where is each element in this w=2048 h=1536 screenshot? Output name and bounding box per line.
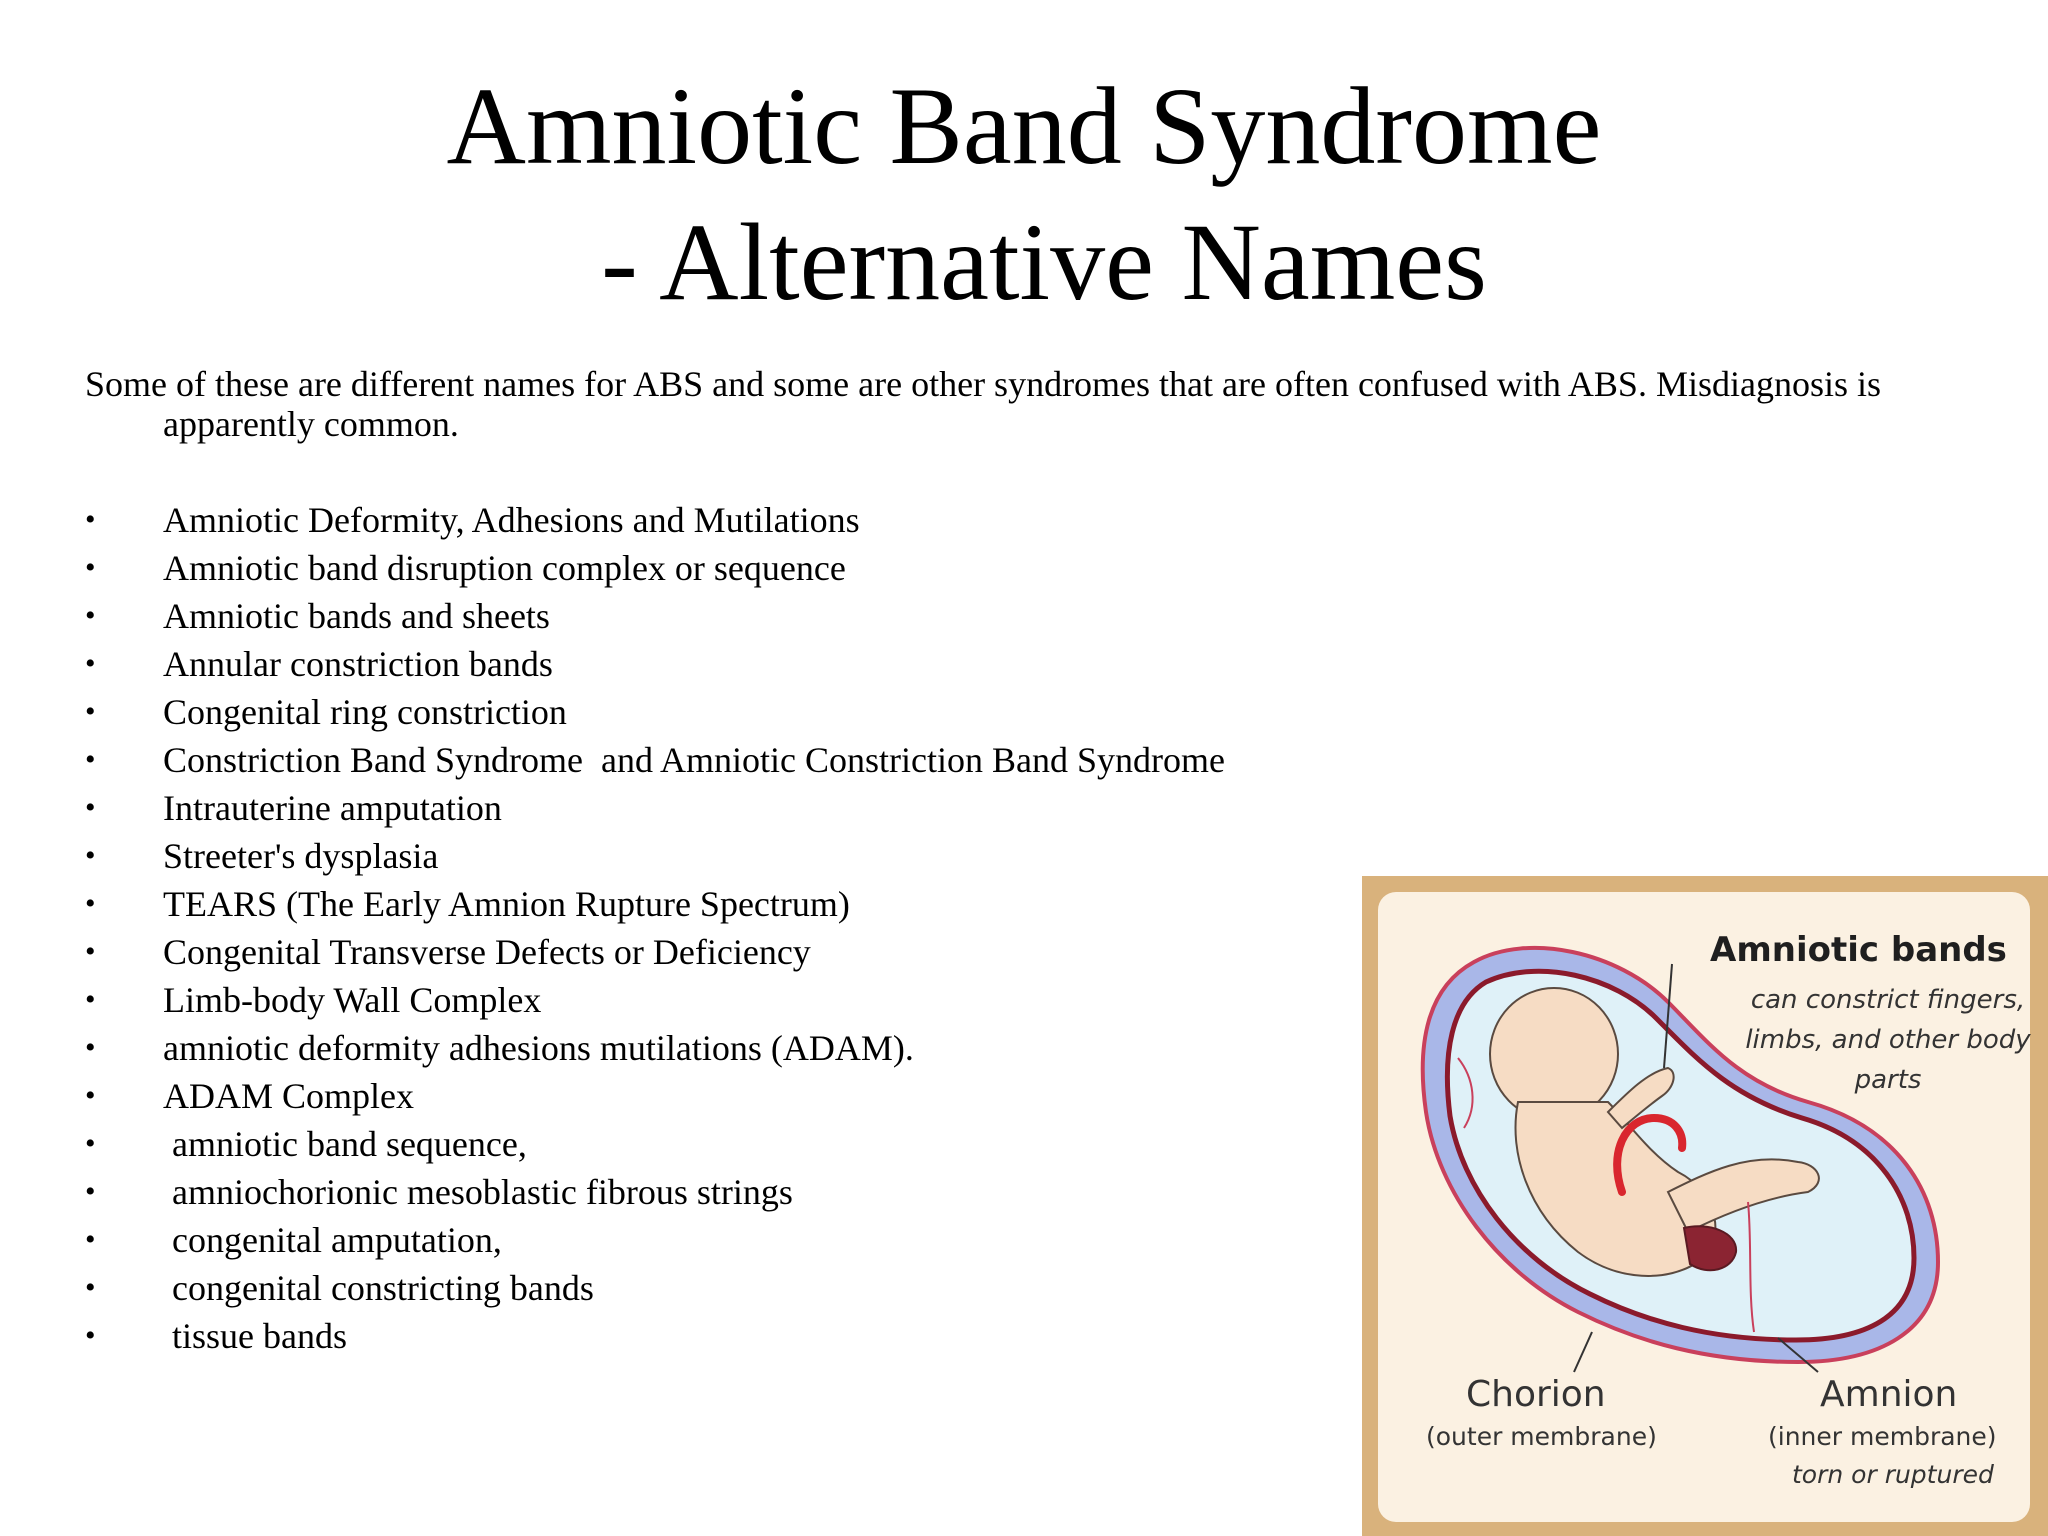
bullet-icon: • bbox=[85, 1319, 96, 1352]
list-item bbox=[85, 976, 1225, 1024]
bullet-icon: • bbox=[85, 791, 96, 824]
bullet-icon: • bbox=[85, 983, 96, 1016]
list-item bbox=[85, 880, 1225, 928]
list-item-text: Constriction Band Syndrome and Amniotic Constriction Band Syndrome bbox=[163, 740, 1225, 780]
list-item bbox=[85, 1168, 1225, 1216]
bullet-icon: • bbox=[85, 1175, 96, 1208]
list-item bbox=[85, 640, 1225, 688]
list-item bbox=[85, 1312, 1225, 1360]
bullet-icon: • bbox=[85, 1031, 96, 1064]
list-item bbox=[85, 1072, 1225, 1120]
amnion-torn-note: torn or ruptured bbox=[1792, 1460, 1994, 1489]
chorion-pointer bbox=[1574, 1332, 1592, 1372]
list-item-text: Streeter's dysplasia bbox=[163, 836, 439, 876]
illustration-panel bbox=[1378, 892, 2030, 1522]
title-line-2: - Alternative Names bbox=[601, 201, 1487, 323]
list-item-text: ADAM Complex bbox=[163, 1076, 414, 1116]
list-item bbox=[85, 1264, 1225, 1312]
list-item bbox=[85, 736, 1225, 784]
list-item-text: Limb-body Wall Complex bbox=[163, 980, 542, 1020]
amnion-label: Amnion bbox=[1820, 1374, 1958, 1415]
bullet-icon: • bbox=[85, 887, 96, 920]
list-item-text: Amniotic bands and sheets bbox=[163, 596, 550, 636]
figure-heading: Amniotic bands bbox=[1710, 930, 2007, 970]
list-item-text: Amniotic Deformity, Adhesions and Mutilations bbox=[163, 500, 860, 540]
bullet-icon: • bbox=[85, 599, 96, 632]
list-item bbox=[85, 544, 1225, 592]
bullet-icon: • bbox=[85, 551, 96, 584]
bullet-icon: • bbox=[85, 1223, 96, 1256]
list-item-text: amniotic deformity adhesions mutilations (ADAM). bbox=[163, 1028, 914, 1068]
bullet-icon: • bbox=[85, 503, 96, 536]
bullet-icon: • bbox=[85, 647, 96, 680]
list-item bbox=[85, 784, 1225, 832]
bullet-icon: • bbox=[85, 839, 96, 872]
list-item-text: Intrauterine amputation bbox=[163, 788, 502, 828]
alternative-names-list bbox=[85, 496, 1225, 1360]
intro-paragraph: Some of these are different names for ABS and some are other syndromes that are often confused with ABS. Misdiagnosis is apparently common. bbox=[85, 364, 1881, 444]
list-item bbox=[85, 1024, 1225, 1072]
bullet-icon: • bbox=[85, 1079, 96, 1112]
bullet-icon: • bbox=[85, 1127, 96, 1160]
list-item-text: congenital constricting bands bbox=[163, 1268, 594, 1308]
list-item-text: Congenital ring constriction bbox=[163, 692, 567, 732]
list-item bbox=[85, 1120, 1225, 1168]
list-item-text: tissue bands bbox=[163, 1316, 347, 1356]
bullet-icon: • bbox=[85, 743, 96, 776]
bullet-icon: • bbox=[85, 695, 96, 728]
list-item-text: congenital amputation, bbox=[163, 1220, 502, 1260]
slide-title bbox=[0, 58, 2048, 330]
list-item-text: TEARS (The Early Amnion Rupture Spectrum) bbox=[163, 884, 850, 924]
list-item bbox=[85, 928, 1225, 976]
chorion-label: Chorion bbox=[1466, 1374, 1606, 1415]
list-item-text: Annular constriction bands bbox=[163, 644, 553, 684]
list-item bbox=[85, 688, 1225, 736]
list-item bbox=[85, 592, 1225, 640]
bullet-icon: • bbox=[85, 935, 96, 968]
figure-description: can constrict fingers, limbs, and other body parts bbox=[1745, 985, 2031, 1095]
list-item bbox=[85, 496, 1225, 544]
list-item-text: amniotic band sequence, bbox=[163, 1124, 527, 1164]
fetus-head bbox=[1490, 988, 1618, 1120]
list-item bbox=[85, 832, 1225, 880]
bullet-icon: • bbox=[85, 1271, 96, 1304]
amnion-sublabel: (inner membrane) bbox=[1768, 1422, 1997, 1451]
amniotic-bands-illustration bbox=[1362, 876, 2048, 1536]
chorion-sublabel: (outer membrane) bbox=[1426, 1422, 1657, 1451]
title-line-1: Amniotic Band Syndrome bbox=[446, 65, 1602, 187]
list-item-text: Congenital Transverse Defects or Deficiency bbox=[163, 932, 811, 972]
list-item bbox=[85, 1216, 1225, 1264]
list-item-text: amniochorionic mesoblastic fibrous strings bbox=[163, 1172, 793, 1212]
list-item-text: Amniotic band disruption complex or sequence bbox=[163, 548, 846, 588]
